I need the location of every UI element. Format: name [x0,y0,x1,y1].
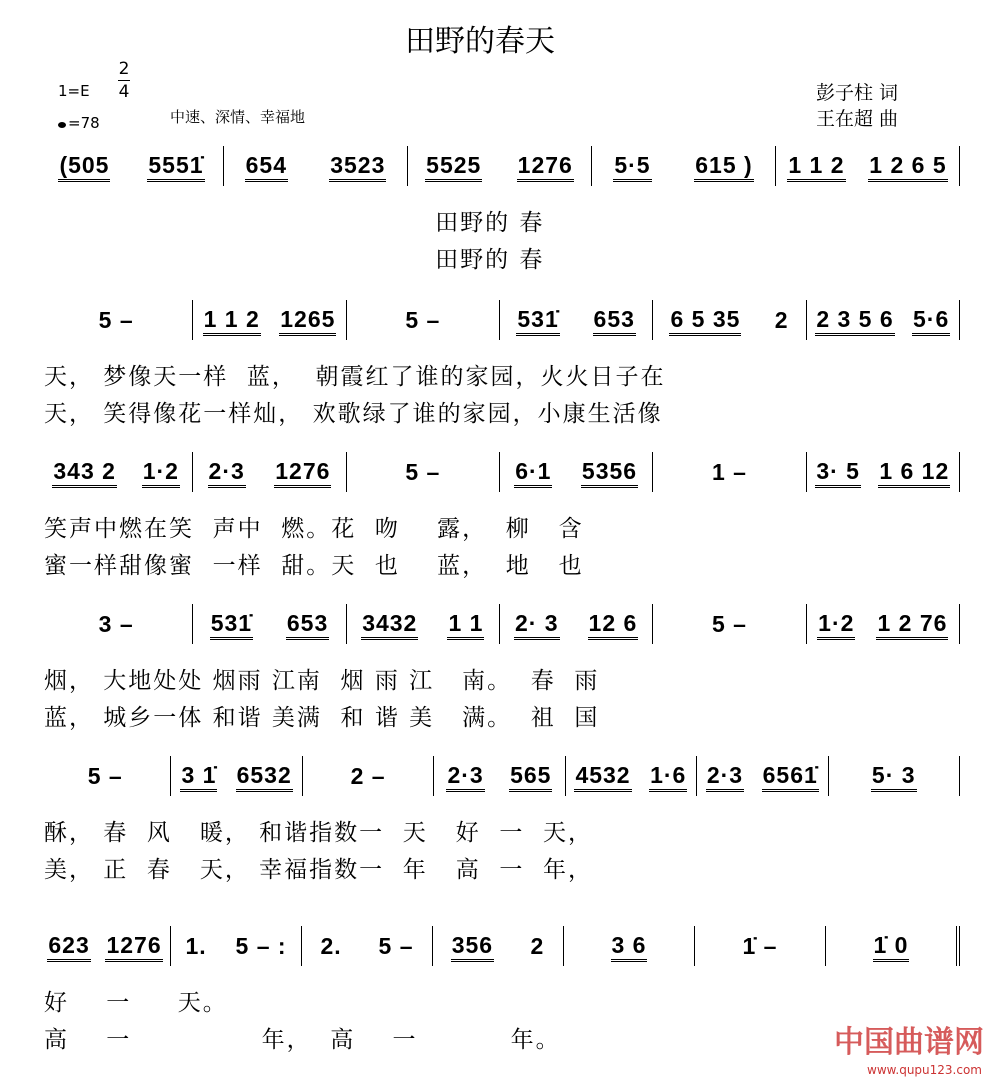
watermark-url: www.qupu123.com [867,1063,982,1077]
measure [564,926,695,966]
fraction-bar [118,80,130,81]
note-group: 1276 [105,931,162,962]
measure [697,756,828,796]
lyric-line-1: 田野的 春 [44,210,545,236]
note-group: 3432 [361,609,418,640]
staff-row [40,756,960,796]
measure [807,452,960,492]
note-group: 1 1 [447,609,484,640]
note-group: 653 [593,305,636,336]
time-top: 2 [118,59,130,79]
note-group: 5·5 [613,151,651,182]
note-group: 356 [451,931,494,962]
watermark-logo: 中国曲谱网 [834,1025,984,1060]
note-group: 2·3 [706,761,744,792]
measure [433,926,564,966]
note-group: 5 – [378,933,414,959]
note-group: 531̇ [210,609,253,640]
note-group: 3· 5 [815,457,861,488]
note-group: 1·2 [142,457,180,488]
lyric-line-1: 酥， 春 风 暖， 和谐指数一 天 好 一 天， [44,820,593,846]
note-group: 1 6 12 [878,457,950,488]
note-group: 3 – [98,611,134,637]
note-group: 1 1 2 [787,151,845,182]
measure [171,756,302,796]
note-group: 1 2 6 5 [868,151,947,182]
lyric-line-1: 天， 梦像天一样 蓝， 朝霞红了谁的家园，火火日子在 [44,364,666,390]
note-group: 5525 [425,151,482,182]
note-group: 1̇ – [742,933,778,959]
note-group: 565 [509,761,552,792]
note-group: 2. [320,933,342,959]
measure [171,926,302,966]
measure [40,756,171,796]
note-group: 3 6 [611,931,648,962]
lyric-line-1: 好 一 天。 [44,990,228,1016]
note-group: 623 [47,931,90,962]
note-group: 6561̇ [762,761,819,792]
note-group: 1276 [274,457,331,488]
lyric-line-2: 高 一 年， 高 一 年。 [44,1027,561,1053]
note-group: 2· 3 [514,609,560,640]
measure [302,926,433,966]
lyric-line-1: 笑声中燃在笑 声中 燃。花 吻 露， 柳 含 [44,516,584,542]
note-group: 5 – [98,307,134,333]
measure [500,300,653,340]
measure [193,452,346,492]
note-group: 1 2 76 [876,609,948,640]
note-group: 2 – [350,763,386,789]
expression-marking: 中速、深情、幸福地 [170,108,306,126]
measure [500,604,653,644]
measure [40,926,171,966]
measure [826,926,960,966]
lyric-line-2: 天， 笑得像花一样灿， 欢歌绿了谁的家园，小康生活像 [44,401,663,427]
measure [592,146,776,186]
measure [500,452,653,492]
note-group: 6 5 35 [669,305,741,336]
note-group: 1̇ 0 [873,931,910,962]
measure [653,452,806,492]
measure [347,452,500,492]
note-group: 3 1̇ [180,761,217,792]
tempo-value: =78 [68,114,100,132]
quarter-note-icon [58,122,66,128]
lyric-line-2: 蜜一样甜像蜜 一样 甜。天 也 蓝， 地 也 [44,553,584,579]
measure [695,926,826,966]
measure [303,756,434,796]
measure [347,300,500,340]
measure [566,756,697,796]
song-title: 田野的春天 [405,24,555,59]
note-group: 12 6 [588,609,639,640]
note-group: 1265 [279,305,336,336]
note-group: 2·3 [208,457,246,488]
note-group: 5 – [87,763,123,789]
note-group: (505 [58,151,110,182]
note-group: 5 – [405,459,441,485]
measure [829,756,960,796]
measure [434,756,565,796]
staff-row [40,604,960,644]
note-group: 3523 [329,151,386,182]
measure [653,300,806,340]
staff-row [40,452,960,492]
lyric-line-2: 蓝， 城乡一体 和谐 美满 和 谐 美 满。 祖 国 [44,705,600,731]
credits [816,80,898,132]
note-group: 531̇ [516,305,559,336]
note-group: 5551̇ [147,151,204,182]
staff-row [40,926,960,966]
note-group: 343 2 [52,457,117,488]
measure [408,146,592,186]
lyricist: 彭子柱 词 [816,82,899,104]
lyric-line-2: 美， 正 春 天， 幸福指数一 年 高 一 年， [44,857,593,883]
lyric-line-1: 烟， 大地处处 烟雨 江南 烟 雨 江 南。 春 雨 [44,668,600,694]
note-group: 6·1 [514,457,552,488]
time-bottom: 4 [118,82,130,102]
note-group: 2 [530,933,545,959]
measure [653,604,806,644]
measure [807,300,960,340]
measure [40,300,193,340]
note-group: 654 [245,151,288,182]
note-group: 5356 [581,457,638,488]
composer: 王在超 曲 [816,108,899,130]
staff-row [40,146,960,186]
note-group: 5 – [711,611,747,637]
measure [224,146,408,186]
note-group: 5 – [405,307,441,333]
measure [347,604,500,644]
measure [40,146,224,186]
note-group: 2 3 5 6 [815,305,894,336]
measure [40,452,193,492]
lyric-line-2: 田野的 春 [44,247,545,273]
measure [193,300,346,340]
note-group: 1. [185,933,207,959]
note-group: 5·6 [912,305,950,336]
key-signature: 1=E [58,82,90,100]
note-group: 1·2 [817,609,855,640]
note-group: 1276 [517,151,574,182]
note-group: 5 – : [235,933,287,959]
note-group: 1 – [711,459,747,485]
note-group: 2·3 [446,761,484,792]
note-group: 5· 3 [871,761,917,792]
note-group: 6532 [236,761,293,792]
time-signature [118,60,130,101]
note-group: 615 ) [694,151,753,182]
note-group: 653 [286,609,329,640]
tempo-marking [58,114,100,132]
note-group: 1 1 2 [203,305,261,336]
staff-row [40,300,960,340]
note-group: 4532 [574,761,631,792]
measure [193,604,346,644]
note-group: 1·6 [649,761,687,792]
measure [807,604,960,644]
measure [776,146,960,186]
measure [40,604,193,644]
note-group: 2 [774,307,789,333]
